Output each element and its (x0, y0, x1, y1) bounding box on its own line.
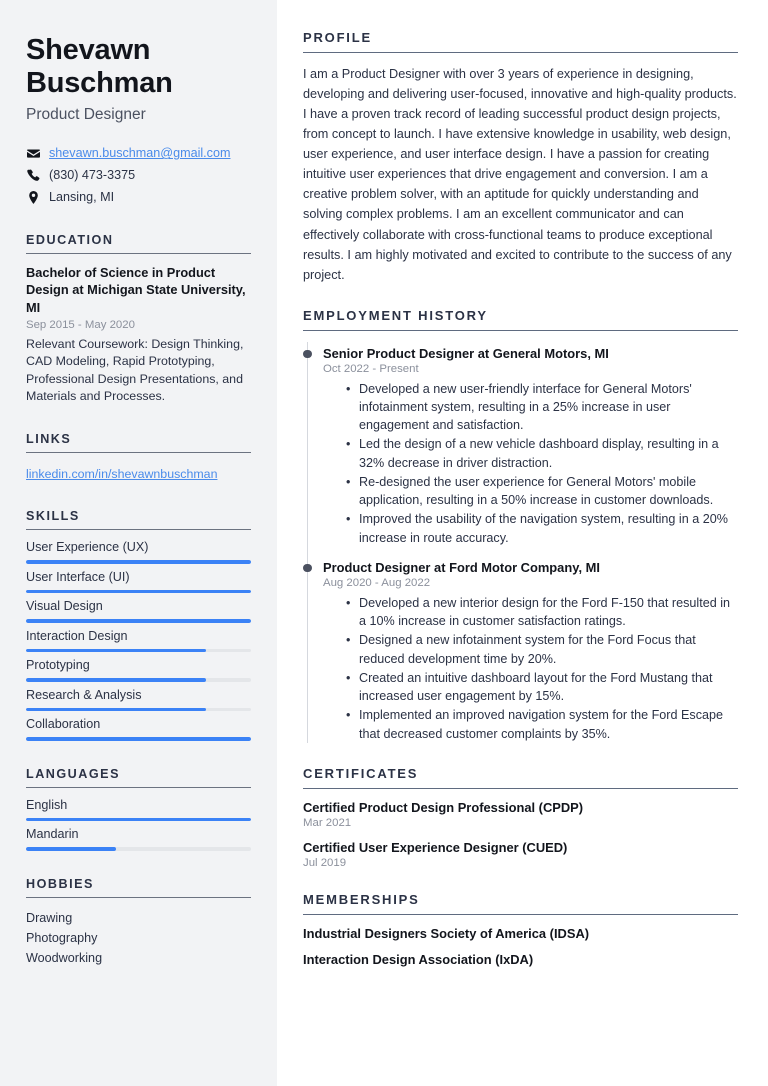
linkedin-link[interactable]: linkedin.com/in/shevawnbuschman (26, 467, 218, 482)
hobbies-list (26, 898, 251, 969)
candidate-name: Shevawn Buschman (26, 34, 173, 100)
hobby-item: Drawing (26, 910, 73, 925)
job-date: Oct 2022 - Present (323, 362, 419, 375)
education-description: Relevant Coursework: Design Thinking, CAD Modeling, Rapid Prototyping, Professional Design Presentations, and Materials and Processes. (26, 336, 244, 404)
location-pin-icon (26, 191, 40, 204)
section-heading-hobbies: HOBBIES (26, 877, 251, 898)
skill-meter-track (26, 737, 251, 741)
job-bullet: • Developed a new interior design for the Ford F-150 that resulted in a 10% increase in customer satisfaction ratings. (359, 594, 738, 631)
job-entry (323, 560, 738, 743)
section-certificates (303, 766, 738, 869)
skill-meter-fill (26, 649, 206, 653)
section-profile (303, 30, 738, 285)
membership-item: Industrial Designers Society of America (IDSA) (303, 925, 590, 941)
certificate-title: Certified Product Design Professional (CPDP) (303, 799, 584, 815)
job-bullet: • Re-designed the user experience for General Motors' mobile application, resulting in a 50% increase in customer downloads. (359, 473, 738, 510)
skill-meter-fill (26, 678, 206, 682)
skill-meter-fill (26, 590, 251, 594)
skill-meter-fill (26, 737, 251, 741)
contact-phone (26, 166, 251, 185)
skill-item (26, 629, 251, 653)
employment-timeline (303, 342, 738, 743)
skill-label: Collaboration (26, 717, 101, 732)
membership-item: Interaction Design Association (IxDA) (303, 951, 534, 967)
contact-location (26, 188, 251, 207)
job-bullet-list (323, 594, 738, 743)
job-bullet: • Designed a new infotainment system for the Ford Focus that reduced development time by 20%. (359, 631, 738, 668)
candidate-job-title: Product Designer (26, 105, 146, 123)
skill-meter-track (26, 678, 251, 682)
skill-item (26, 717, 251, 741)
skill-meter-track (26, 560, 251, 564)
section-heading-skills: SKILLS (26, 509, 251, 530)
job-entry (323, 346, 738, 547)
section-links (26, 432, 251, 483)
language-label: Mandarin (26, 827, 79, 842)
section-heading-employment: EMPLOYMENT HISTORY (303, 308, 738, 331)
envelope-icon (26, 147, 40, 160)
sidebar (0, 0, 277, 1086)
location-text: Lansing, MI (49, 190, 115, 205)
section-heading-languages: LANGUAGES (26, 767, 251, 788)
skills-list (26, 530, 251, 741)
profile-text: I am a Product Designer with over 3 years of experience in designing, developing and delivering user-focused, innovative and high-quality products. I have a proven track record of leading successful product design projects, from concept to launch. I have extensive knowledge in usability, web design, user experience, and user interface design. I have a passion for creating intuitive user experiences that drive engagement and conversion. I am a creative problem solver, with an aptitude for quickly understanding and solving complex problems. I am an excellent communicator and can effectively collaborate with cross-functional teams to produce exceptional results. I am highly motivated and excited to contribute to the success of any project. (303, 67, 737, 282)
languages-list (26, 788, 251, 851)
language-item (26, 798, 251, 822)
skill-meter-track (26, 619, 251, 623)
skill-label: Interaction Design (26, 628, 128, 643)
certificate-date: Jul 2019 (303, 856, 347, 869)
language-label: English (26, 797, 68, 812)
skill-meter-track (26, 590, 251, 594)
language-meter-fill (26, 818, 251, 822)
skill-item (26, 658, 251, 682)
section-languages (26, 767, 251, 851)
section-heading-education: EDUCATION (26, 233, 251, 254)
contact-email[interactable] (26, 144, 251, 163)
skill-label: User Interface (UI) (26, 569, 130, 584)
employment-body (303, 331, 738, 743)
certificates-body (303, 789, 738, 869)
skill-label: Prototyping (26, 658, 90, 673)
job-date: Aug 2020 - Aug 2022 (323, 576, 431, 589)
job-bullet: • Improved the usability of the navigation system, resulting in a 20% increase in route accuracy. (359, 510, 738, 547)
skill-label: Visual Design (26, 599, 103, 614)
education-degree: Bachelor of Science in Product Design at Michigan State University, MI (26, 264, 246, 315)
contact-list (26, 144, 251, 207)
skill-label: User Experience (UX) (26, 540, 149, 555)
hobby-item: Woodworking (26, 951, 103, 966)
section-heading-profile: PROFILE (303, 30, 738, 53)
job-role: Senior Product Designer at General Motors, MI (323, 345, 609, 361)
skill-meter-fill (26, 560, 251, 564)
section-hobbies (26, 877, 251, 969)
language-item (26, 827, 251, 851)
timeline-dot-icon (303, 350, 312, 359)
phone-icon (26, 169, 40, 182)
job-bullet: • Led the design of a new vehicle dashboard display, resulting in a 32% decrease in driver distraction. (359, 435, 738, 472)
job-bullet: • Implemented an improved navigation system for the Ford Escape that decreased customer complaints by 35%. (359, 706, 738, 743)
timeline-dot-icon (303, 564, 312, 573)
job-bullet: • Created an intuitive dashboard layout for the Ford Mustang that increased user engagement by 15%. (359, 669, 738, 706)
skill-meter-track (26, 649, 251, 653)
section-employment-history (303, 308, 738, 743)
section-skills (26, 509, 251, 741)
links-body (26, 453, 251, 483)
skill-meter-fill (26, 708, 206, 712)
skill-item (26, 599, 251, 623)
certificate-item (303, 840, 738, 869)
phone-text: (830) 473-3375 (49, 168, 136, 183)
main-content (277, 0, 768, 1086)
section-education (26, 233, 251, 406)
memberships-body (303, 915, 738, 967)
skill-item (26, 540, 251, 564)
skill-item (26, 570, 251, 594)
skill-meter-track (26, 708, 251, 712)
job-role: Product Designer at Ford Motor Company, MI (323, 559, 600, 575)
certificate-title: Certified User Experience Designer (CUED) (303, 839, 568, 855)
job-bullet-list (323, 380, 738, 547)
certificate-date: Mar 2021 (303, 816, 352, 829)
section-heading-memberships: MEMBERSHIPS (303, 892, 738, 915)
education-date: Sep 2015 - May 2020 (26, 318, 135, 331)
language-meter-track (26, 818, 251, 822)
profile-body (303, 53, 738, 285)
hobby-item: Photography (26, 930, 98, 945)
email-link[interactable]: shevawn.buschman@gmail.com (49, 146, 231, 161)
skill-label: Research & Analysis (26, 687, 142, 702)
section-heading-certificates: CERTIFICATES (303, 766, 738, 789)
section-heading-links: LINKS (26, 432, 251, 453)
language-meter-fill (26, 847, 116, 851)
skill-item (26, 688, 251, 712)
certificate-item (303, 800, 738, 829)
job-bullet: • Developed a new user-friendly interface for General Motors' infotainment system, resulting in a 25% increase in user engagement and satisfaction. (359, 380, 738, 435)
education-body (26, 254, 251, 406)
section-memberships (303, 892, 738, 967)
skill-meter-fill (26, 619, 251, 623)
language-meter-track (26, 847, 251, 851)
